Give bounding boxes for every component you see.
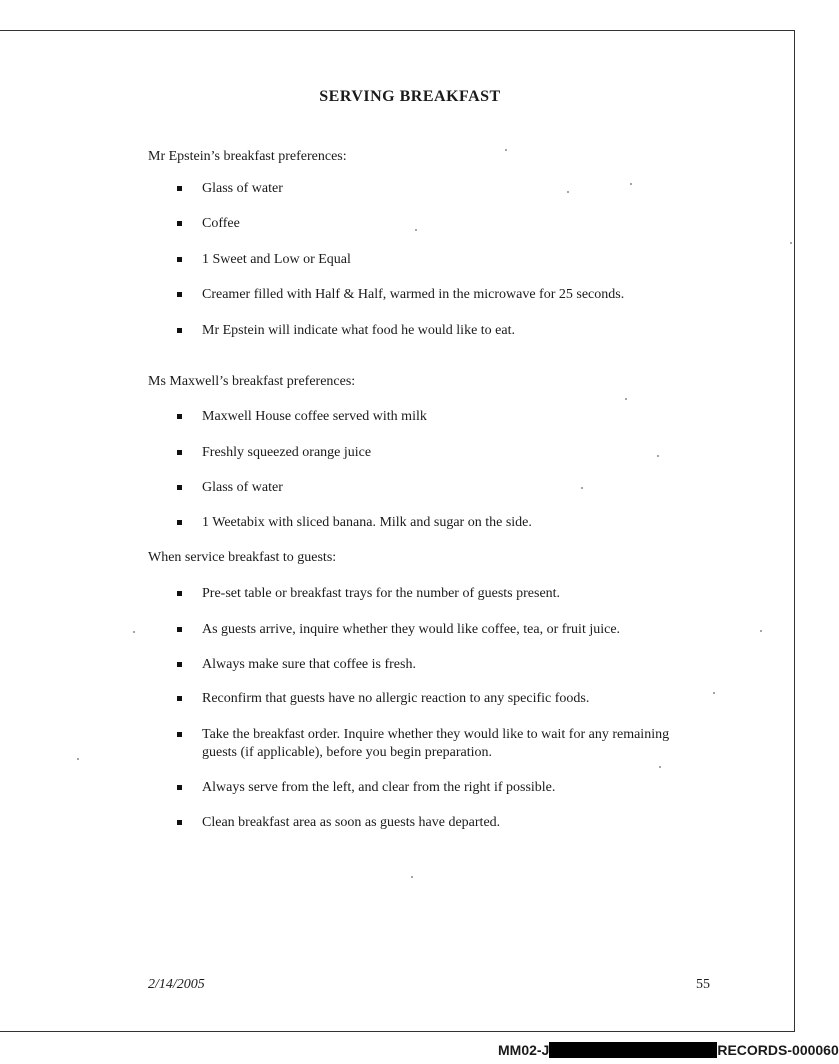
scan-speck <box>713 692 715 694</box>
list-item: Always serve from the left, and clear from the right if possible. <box>175 779 702 797</box>
list-item: Maxwell House coffee served with milk <box>175 408 702 426</box>
list-item: As guests arrive, inquire whether they would like coffee, tea, or fruit juice. <box>175 621 702 639</box>
list-item: Glass of water <box>175 180 702 198</box>
scan-speck <box>415 229 417 231</box>
bullet-icon <box>177 732 182 737</box>
bullet-icon <box>177 820 182 825</box>
scan-speck <box>659 766 661 768</box>
bullet-icon <box>177 450 182 455</box>
bullet-icon <box>177 520 182 525</box>
scan-speck <box>790 242 792 244</box>
bullet-icon <box>177 662 182 667</box>
list-item: Always make sure that coffee is fresh. <box>175 656 702 674</box>
bullet-icon <box>177 257 182 262</box>
bullet-icon <box>177 328 182 333</box>
scan-speck <box>581 487 583 489</box>
bates-stamp <box>498 1042 839 1058</box>
section-intro-guests: When service breakfast to guests: <box>148 550 337 565</box>
scan-speck <box>657 455 659 457</box>
bates-suffix: RECORDS-000060 <box>717 1042 839 1058</box>
scan-speck <box>411 876 413 878</box>
list-item: Pre-set table or breakfast trays for the number of guests present. <box>175 585 702 603</box>
list-item: 1 Sweet and Low or Equal <box>175 251 702 269</box>
list-item: Reconfirm that guests have no allergic reaction to any specific foods. <box>175 690 702 708</box>
bullet-icon <box>177 696 182 701</box>
bullet-icon <box>177 627 182 632</box>
list-item: Freshly squeezed orange juice <box>175 444 702 462</box>
scan-speck <box>760 630 762 632</box>
list-item: Mr Epstein will indicate what food he would like to eat. <box>175 322 702 340</box>
bullet-icon <box>177 414 182 419</box>
document-title: SERVING BREAKFAST <box>319 88 501 105</box>
list-item: Coffee <box>175 215 702 233</box>
scan-speck <box>505 149 507 151</box>
bullet-icon <box>177 221 182 226</box>
list-item: 1 Weetabix with sliced banana. Milk and sugar on the side. <box>175 514 702 532</box>
scan-speck <box>77 758 79 760</box>
list-item: Creamer filled with Half & Half, warmed in the microwave for 25 seconds. <box>175 286 702 304</box>
bullet-icon <box>177 785 182 790</box>
redaction-bar <box>549 1042 717 1058</box>
scan-speck <box>567 191 569 193</box>
list-item: Glass of water <box>175 479 702 497</box>
scan-speck <box>630 183 632 185</box>
scan-speck <box>133 631 135 633</box>
scan-speck <box>625 398 627 400</box>
footer-date: 2/14/2005 <box>148 977 205 992</box>
bullet-icon <box>177 591 182 596</box>
list-item: Clean breakfast area as soon as guests have departed. <box>175 814 702 832</box>
section-intro-maxwell: Ms Maxwell’s breakfast preferences: <box>148 374 356 389</box>
bates-prefix: MM02-J <box>498 1042 550 1058</box>
bullet-icon <box>177 485 182 490</box>
list-item: Take the breakfast order. Inquire whether they would like to wait for any remaining guests (if applicable), before you begin preparation. <box>175 726 672 762</box>
section-intro-epstein: Mr Epstein’s breakfast preferences: <box>148 149 347 164</box>
bullet-icon <box>177 186 182 191</box>
bullet-icon <box>177 292 182 297</box>
page-number: 55 <box>696 977 710 992</box>
